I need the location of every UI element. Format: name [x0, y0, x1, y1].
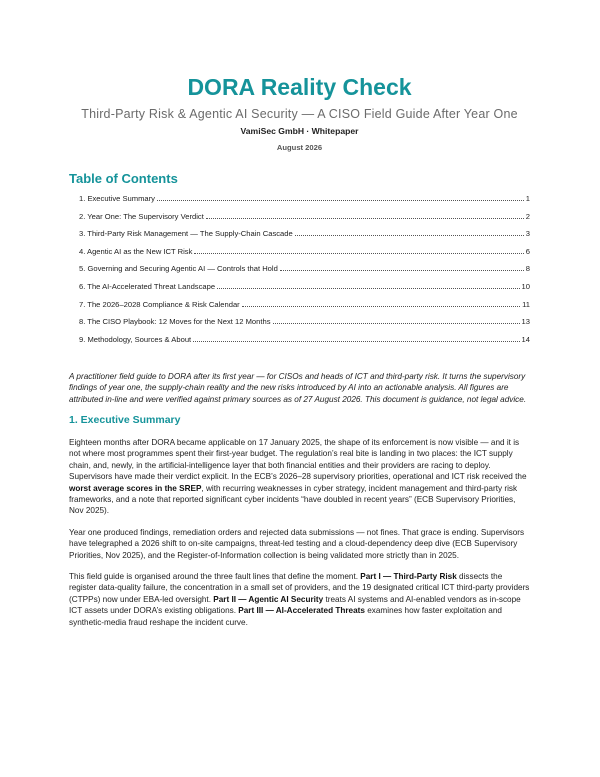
summary-paragraph-3 [69, 571, 530, 628]
toc-entry-label: 9. Methodology, Sources & About [79, 334, 192, 344]
document-title: DORA Reality Check [187, 74, 412, 100]
toc-dot-leader [273, 323, 520, 324]
toc-entry-label: 6. The AI-Accelerated Threat Landscape [79, 281, 216, 291]
text-run: examines how faster exploitation and synthetic-media fraud reshape the incident curve. [69, 606, 502, 627]
toc-entry[interactable] [79, 212, 530, 222]
toc-dot-leader [217, 288, 519, 289]
toc-entry-page: 11 [522, 299, 530, 309]
toc-dot-leader [280, 270, 524, 271]
text-run: Eighteen months after DORA became applicable on 17 January 2025, the shape of its enforcement is now visible — and it is not where most programmes spent their first-year budget. The regulation’s real bite is landing in two places: the ICT supply chain, and, newly, in the artificial-intelligence layer that both financial entities and their providers are racing to deploy. Supervisors have made their verdict explicit. In the ECB’s 2026–28 supervisory priorities, operational and ICT risk received the [69, 437, 527, 482]
toc-entry-label: 4. Agentic AI as the New ICT Risk [79, 246, 193, 256]
emphasis-run: worst average scores in the SREP [69, 483, 202, 493]
toc-heading: Table of Contents [69, 171, 178, 186]
toc-entry[interactable] [79, 264, 530, 274]
toc-entry-label: 5. Governing and Securing Agentic AI — Controls that Hold [79, 264, 278, 274]
document-subtitle: Third-Party Risk & Agentic AI Security — A CISO Field Guide After Year One [81, 107, 518, 121]
toc-entry-label: 7. The 2026–2028 Compliance & Risk Calendar [79, 299, 240, 309]
table-of-contents [69, 194, 530, 345]
toc-entry[interactable] [79, 300, 530, 310]
toc-entry[interactable] [79, 247, 530, 257]
toc-dot-leader [194, 253, 523, 254]
toc-dot-leader [193, 341, 519, 342]
section-heading-executive-summary: 1. Executive Summary [69, 413, 181, 426]
toc-entry[interactable] [79, 282, 530, 292]
summary-paragraph-2: Year one produced findings, remediation orders and rejected data submissions — not fines. That grace is ending. Supervisors have telegraphed a 2026 shift to on-site campaigns, threat-led testing and a cloud-dependency deep dive (ECB Supervisory Priorities, Nov 2025), and the Register-of-Information collection is being validated more strictly than in 2025. [69, 527, 525, 560]
toc-entry-label: 3. Third-Party Risk Management — The Supply-Chain Cascade [79, 229, 293, 239]
toc-entry[interactable] [79, 335, 530, 345]
summary-paragraph-1 [69, 437, 530, 517]
text-run: This field guide is organised around the three fault lines that define the moment. [69, 572, 361, 582]
toc-entry-label: 1. Executive Summary [79, 194, 155, 203]
toc-entry[interactable] [79, 229, 530, 239]
toc-dot-leader [242, 306, 520, 307]
toc-entry-page: 3 [525, 229, 530, 239]
toc-dot-leader [206, 218, 524, 219]
toc-entry-page: 6 [525, 246, 530, 256]
part-i-label: Part I — Third-Party Risk [360, 572, 457, 582]
publication-date: August 2026 [276, 143, 323, 152]
toc-entry-label: 8. The CISO Playbook: 12 Moves for the Next 12 Months [79, 317, 271, 327]
text-run: dissects the register data-quality failure, the concentration in a small set of providers, and the 19 designated critical ICT third-party providers (CTPPs) now under EBA-led oversight. [69, 572, 530, 604]
toc-entry-page: 13 [521, 317, 530, 327]
intro-paragraph: A practitioner field guide to DORA after its first year — for CISOs and heads of ICT and third-party risk. It turns the supervisory findings of year one, the supply-chain reality and the new risks introduced by AI into an actionable analysis. All figures are attributed in-line and were verified against primary sources as of 27 August 2026. This document is guidance, not legal advice. [69, 371, 527, 404]
toc-entry-label: 2. Year One: The Supervisory Verdict [79, 211, 204, 221]
text-run: treats AI systems and AI-enabled vendors as in-scope ICT assets under DORA’s existing obligations. [69, 594, 521, 616]
toc-entry-page: 2 [525, 211, 530, 221]
toc-entry[interactable] [79, 194, 530, 204]
organization-line: VamiSec GmbH · Whitepaper [240, 126, 359, 136]
part-ii-label: Part II — Agentic AI Security [213, 594, 324, 604]
text-run: , with recurring weaknesses in cyber strategy, incident management and third-party risk frameworks, and a note that reported significant cyber incidents “have doubled in recent years” (ECB Supervisory Priorities, Nov 2025). [69, 483, 518, 516]
toc-dot-leader [295, 235, 524, 236]
toc-entry-page: 1 [525, 194, 530, 203]
toc-entry[interactable] [79, 317, 530, 327]
toc-entry-page: 10 [521, 281, 530, 291]
part-iii-label: Part III — AI-Accelerated Threats [238, 606, 365, 616]
toc-entry-page: 14 [521, 334, 530, 344]
toc-dot-leader [157, 200, 524, 201]
toc-entry-page: 8 [525, 264, 530, 274]
